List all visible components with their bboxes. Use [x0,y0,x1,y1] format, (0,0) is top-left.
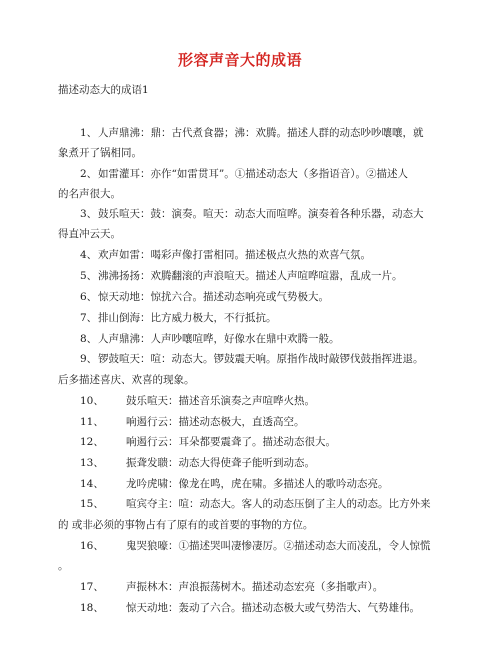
item-text: 得直冲云天。 [58,228,121,240]
list-item [58,517,313,532]
list-item [80,310,277,325]
item-number: 15、 [80,498,104,510]
list-item [80,289,329,304]
list-item [58,145,142,160]
list-item [80,125,424,140]
item-number: 2、 [80,168,98,180]
list-item [80,268,403,283]
item-text: 沸沸扬扬：欢腾翻滚的声浪喧天。描述人声喧哗喧嚣，乱成一片。 [98,270,403,282]
item-text: 惊天动地：惊扰六合。描述动态响亮或气势极大。 [98,291,329,303]
list-item [80,476,389,491]
item-number: 8、 [80,333,98,345]
item-text: 声振林木：声浪振荡树木。描述动态宏亮（多指歌声）。 [126,581,384,593]
item-text: 后多描述喜庆、欢喜的现象。 [58,374,195,386]
list-item [80,579,383,594]
item-number: 16、 [80,540,104,552]
item-text: 喧宾夺主：喧：动态大。客人的动态压倒了主人的动态。比方外来 [126,498,431,510]
item-number: 14、 [80,478,104,490]
item-number: 7、 [80,312,98,324]
list-item [58,372,195,387]
item-text: 惊天动地：轰动了六合。描述动态极大或气势浩大、气势雄伟。 [126,602,420,614]
item-number: 13、 [80,457,104,469]
item-text: 龙吟虎啸：像龙在鸣，虎在啸。多描述人的歌吟动态亮。 [126,478,389,490]
list-item [80,414,305,429]
list-item [58,558,69,573]
item-text: 如雷灌耳：亦作“如雷贯耳”。①描述动态大（多指语音）。②描述人 [98,168,408,180]
item-number: 10、 [80,395,104,407]
list-item [80,166,408,181]
item-text: 排山倒海：比方威力极大，不行抵抗。 [98,312,277,324]
document-subtitle: 描述动态大的成语1 [58,84,149,96]
list-item [80,455,315,470]
item-text: 人声鼎沸：鼎：古代煮食器；沸：欢腾。描述人群的动态吵吵嚷嚷，就 [98,127,424,139]
list-item [80,393,315,408]
item-text: 的 或非必须的事物占有了原有的或首要的事物的方位。 [58,519,314,531]
item-text: 象煮开了锅相同。 [58,147,142,159]
item-text: 的名声很大。 [58,188,121,200]
list-item [80,600,420,615]
item-number: 5、 [80,270,98,282]
list-item [80,247,371,262]
item-text: 锣鼓喧天：喧：动态大。锣鼓震天响。原指作战时敲锣伐鼓指挥进退。 [98,353,424,365]
document-title: 形容声音大的成语 [177,51,302,69]
list-item [80,351,424,366]
item-number: 18、 [80,602,104,614]
list-item [58,186,121,201]
item-number: 1、 [80,127,98,139]
item-text: 鼓乐喧天：鼓：演奏。喧天：动态大而喧哗。演奏着各种乐器，动态大 [98,208,424,220]
list-item [58,226,121,241]
item-text: 振聋发聩：动态大得使聋子能听到动态。 [126,457,315,469]
item-text: 响遏行云：耳朵都要震聋了。描述动态很大。 [126,436,336,448]
list-item [80,434,336,449]
item-number: 17、 [80,581,104,593]
item-text: 人声鼎沸：人声吵嚷喧哗，好像水在鼎中欢腾一般。 [98,333,340,345]
item-text: 。 [58,560,69,572]
list-item [80,331,340,346]
item-number: 6、 [80,291,98,303]
item-number: 11、 [80,416,104,428]
item-number: 3、 [80,208,98,220]
item-text: 欢声如雷：喝彩声像打雷相同。描述极点火热的欢喜气氛。 [98,249,371,261]
item-text: 鬼哭狼嚎：①描述哭叫凄惨凄厉。②描述动态大而凌乱，令人惊慌 [126,540,431,552]
item-number: 9、 [80,353,98,365]
list-item [80,206,424,221]
item-number: 4、 [80,249,98,261]
item-text: 响遏行云：描述动态极大，直透高空。 [126,416,305,428]
item-text: 鼓乐喧天：描述音乐演奏之声喧哗火热。 [126,395,315,407]
item-number: 12、 [80,436,104,448]
list-item [80,538,431,553]
list-item [80,496,431,511]
